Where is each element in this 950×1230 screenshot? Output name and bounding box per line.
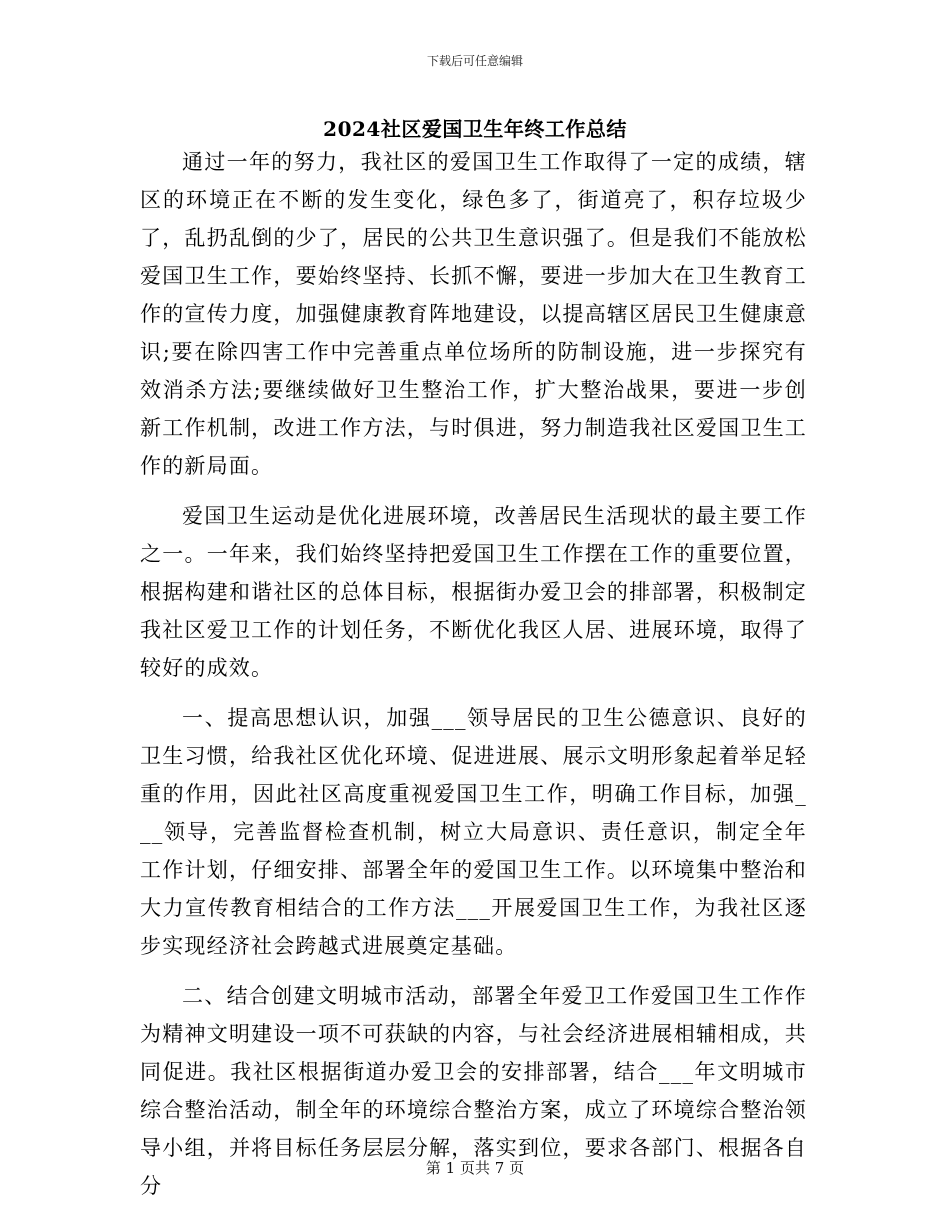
header-note: 下载后可任意编辑 <box>426 54 523 68</box>
document-body <box>140 143 807 1217</box>
document-title: 2024社区爱国卫生年终工作总结 <box>323 117 627 141</box>
paragraph: 二、结合创建文明城市活动，部署全年爱卫工作爱国卫生工作作为精神文明建设一项不可获缺的内容，与社会经济进展相辅相成，共同促进。我社区根据街道办爱卫会的安排部署，结合___年文明城市综合整治活动，制全年的环境综合整治方案，成立了环境综合整治领导小组，并将目标任务层层分解，落实到位，要求各部门、根据各自分 <box>140 984 807 1198</box>
paragraph: 一、提高思想认识，加强___领导居民的卫生公德意识、良好的卫生习惯，给我社区优化环境、促进进展、展示文明形象起着举足轻重的作用，因此社区高度重视爱国卫生工作，明确工作目标，加强___领导，完善监督检查机制，树立大局意识、责任意识，制定全年工作计划，仔细安排、部署全年的爱国卫生工作。以环境集中整治和大力宣传教育相结合的工作方法___开展爱国卫生工作，为我社区逐步实现经济社会跨越式进展奠定基础。 <box>140 706 807 958</box>
paragraph: 通过一年的努力，我社区的爱国卫生工作取得了一定的成绩，辖区的环境正在不断的发生变化，绿色多了，街道亮了，积存垃圾少了，乱扔乱倒的少了，居民的公共卫生意识强了。但是我们不能放松爱国卫生工作，要始终坚持、长抓不懈，要进一步加大在卫生教育工作的宣传力度，加强健康教育阵地建设，以提高辖区居民卫生健康意识;要在除四害工作中完善重点单位场所的防制设施，进一步探究有效消杀方法;要继续做好卫生整治工作，扩大整治战果，要进一步创新工作机制，改进工作方法，与时俱进，努力制造我社区爱国卫生工作的新局面。 <box>140 150 807 478</box>
paragraph: 爱国卫生运动是优化进展环境，改善居民生活现状的最主要工作之一。一年来，我们始终坚持把爱国卫生工作摆在工作的重要位置，根据构建和谐社区的总体目标，根据街办爱卫会的排部署，积极制定我社区爱卫工作的计划任务，不断优化我区人居、进展环境，取得了较好的成效。 <box>140 504 807 680</box>
page-number: 第 1 页共 7 页 <box>425 1159 525 1177</box>
